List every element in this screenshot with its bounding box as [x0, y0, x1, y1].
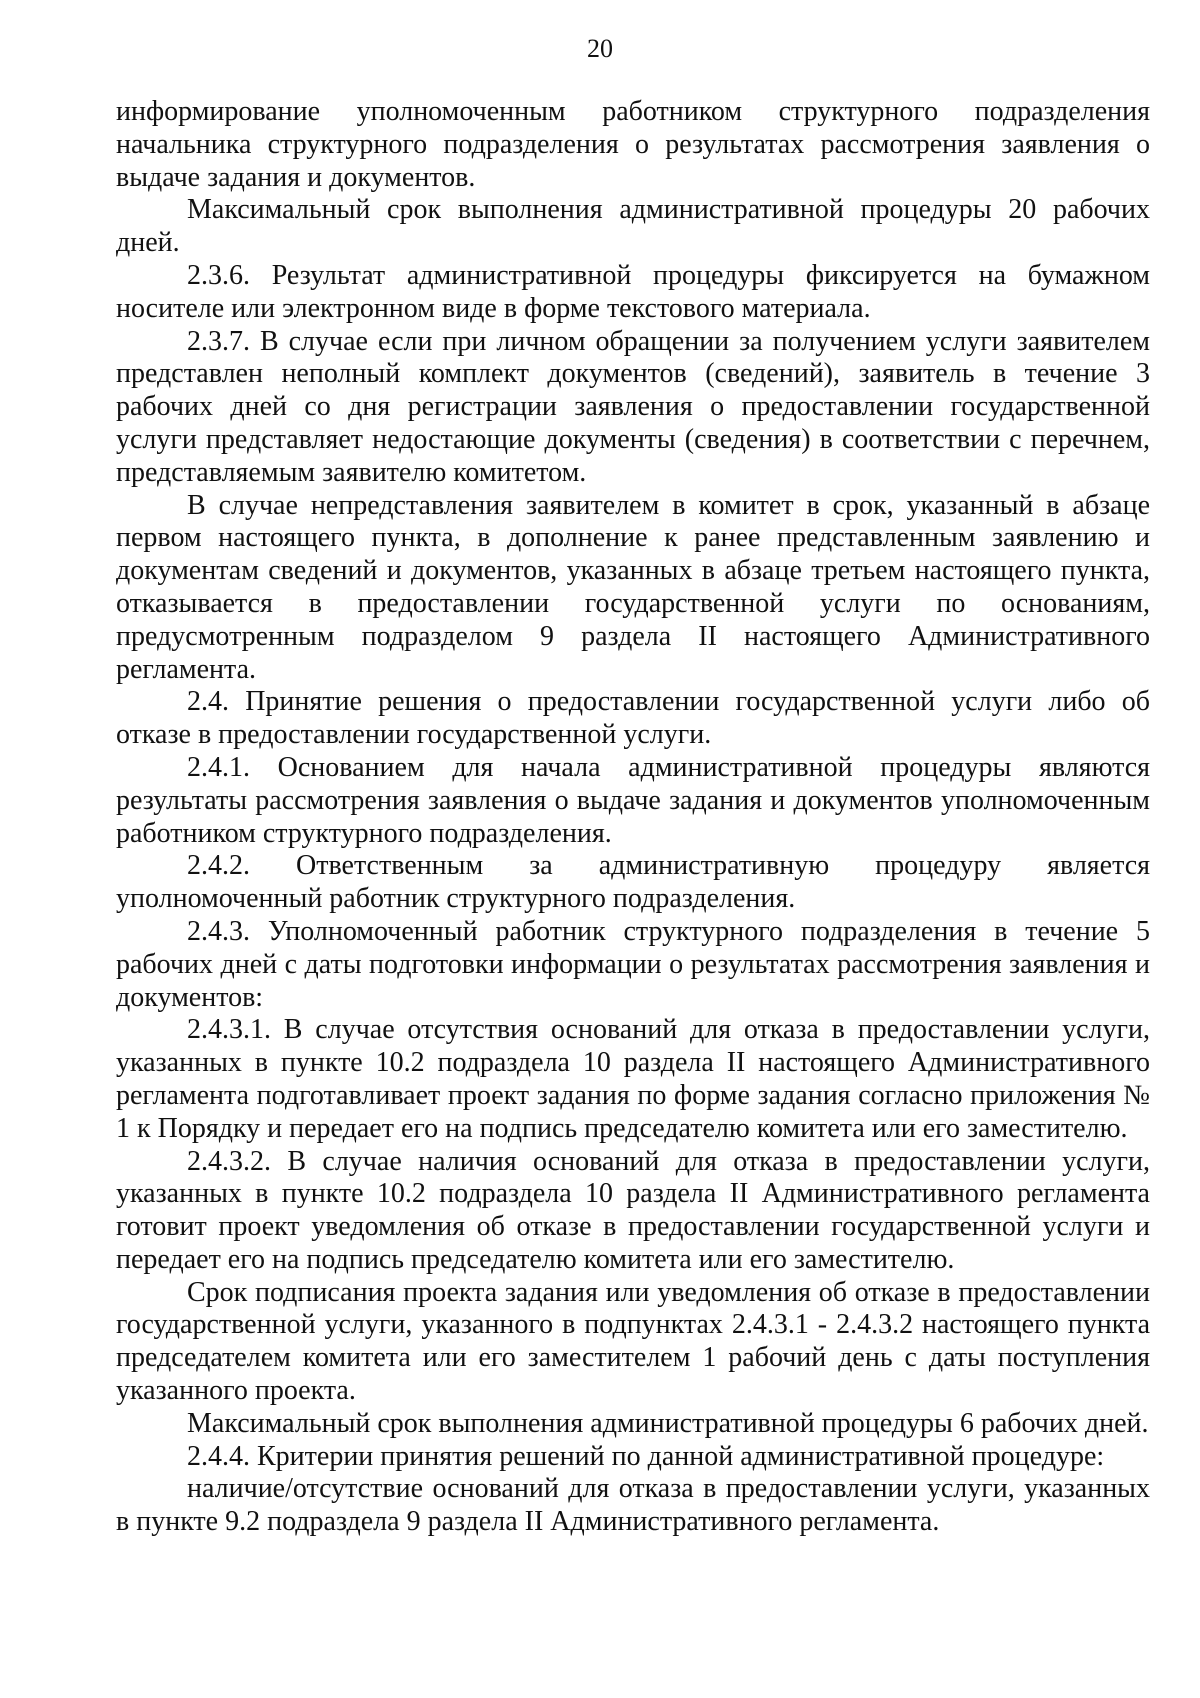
page-number: 20	[587, 34, 613, 63]
paragraph: 2.4.3.2. В случае наличия оснований для отказа в предоставлении услуги, указанных в пункте 10.2 подраздела 10 раздела II Административного регламента готовит проект уведомления об отказе в предоставлении государственной услуги и передает его на подпись председателю комитета или его заместителю.	[116, 1145, 1150, 1275]
paragraph: 2.4.3.1. В случае отсутствия оснований для отказа в предоставлении услуги, указанных в пункте 10.2 подраздела 10 раздела II настоящего Административного регламента подготавливает проект задания по форме задания согласно приложения № 1 к Порядку и передает его на подпись председателю комитета или его заместителю.	[116, 1014, 1150, 1144]
paragraph: 2.4.1. Основанием для начала административной процедуры являются результаты рассмотрения заявления о выдаче задания и документов уполномоченным работником структурного подразделения.	[116, 751, 1150, 849]
paragraph: 2.3.6. Результат административной процедуры фиксируется на бумажном носителе или электронном виде в форме текстового материала.	[116, 259, 1150, 324]
paragraph: 2.4. Принятие решения о предоставлении государственной услуги либо об отказе в предоставлении государственной услуги.	[116, 686, 1150, 751]
paragraph: информирование уполномоченным работником структурного подразделения начальника структурного подразделения о результатах рассмотрения заявления о выдаче задания и документов.	[116, 96, 1150, 193]
paragraph: Максимальный срок выполнения административной процедуры 6 рабочих дней.	[187, 1407, 1149, 1439]
document-body	[116, 96, 1150, 1539]
paragraph: 2.4.2. Ответственным за административную процедуру является уполномоченный работник структурного подразделения.	[116, 850, 1150, 915]
paragraph: наличие/отсутствие оснований для отказа в предоставлении услуги, указанных в пункте 9.2 подраздела 9 раздела II Административного регламента.	[116, 1473, 1150, 1538]
paragraph: Срок подписания проекта задания или уведомления об отказе в предоставлении государственной услуги, указанного в подпунктах 2.4.3.1 - 2.4.3.2 настоящего пункта председателем комитета или его заместителем 1 рабочий день с даты поступления указанного проекта.	[116, 1276, 1150, 1407]
paragraph: 2.4.3. Уполномоченный работник структурного подразделения в течение 5 рабочих дней с даты подготовки информации о результатах рассмотрения заявления и документов:	[116, 915, 1150, 1013]
paragraph: Максимальный срок выполнения административной процедуры 20 рабочих дней.	[116, 194, 1150, 259]
paragraph: 2.4.4. Критерии принятия решений по данной административной процедуре:	[187, 1440, 1105, 1472]
paragraph: 2.3.7. В случае если при личном обращении за получением услуги заявителем представлен неполный комплект документов (сведений), заявитель в течение 3 рабочих дней со дня регистрации заявления о предоставлении государственной услуги представляет недостающие документы (сведения) в соответствии с перечнем, представляемым заявителю комитетом.	[116, 325, 1150, 488]
paragraph: В случае непредставления заявителем в комитет в срок, указанный в абзаце первом настоящего пункта, в дополнение к ранее представленным заявлению и документам сведений и документов, указанных в абзаце третьем настоящего пункта, отказывается в предоставлении государственной услуги по основаниям, предусмотренным подразделом 9 раздела II настоящего Административного регламента.	[116, 489, 1150, 685]
